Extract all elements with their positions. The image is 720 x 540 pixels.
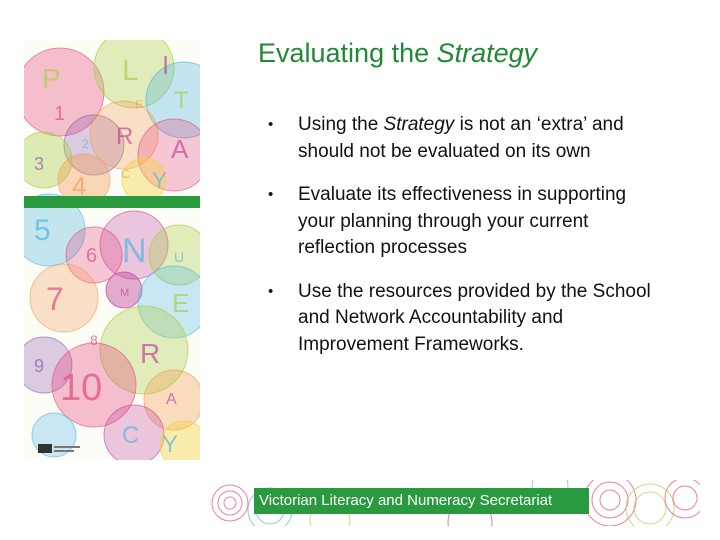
cover-letter: C	[121, 167, 130, 181]
cover-letter: T	[174, 87, 189, 114]
cover-letter: L	[122, 54, 139, 87]
cover-letter: Y	[152, 168, 167, 193]
cover-number: 2	[82, 137, 89, 151]
bullet-dot-icon: •	[268, 282, 274, 300]
cover-number: 1	[54, 103, 66, 125]
cover-letter: R	[116, 123, 134, 150]
footer-banner	[210, 480, 700, 526]
cover-number: 8	[90, 332, 98, 348]
bullet-item: • Evaluate its effectiveness in supporting your planning through your current reflection processes	[268, 184, 627, 258]
cover-number: 5	[34, 214, 51, 247]
cover-number: 7	[46, 281, 64, 317]
cover-letter: A	[171, 134, 189, 164]
slide-title: Evaluating the Strategy	[258, 38, 538, 68]
cover-letter: Y	[162, 431, 179, 458]
cover-letter: C	[122, 422, 140, 449]
cover-number: 3	[34, 154, 45, 174]
cover-letter: E	[172, 288, 190, 318]
govt-logo-icon	[38, 444, 52, 453]
strategy-cover-image	[24, 40, 200, 460]
cover-letter: E	[135, 99, 143, 111]
cover-number: 9	[34, 356, 45, 376]
cover-letter: U	[174, 249, 185, 265]
cover-number: 10	[60, 367, 103, 409]
bullet-item: • Use the resources provided by the School and Network Accountability and Improvement Frameworks.	[268, 280, 651, 355]
bullet-dot-icon: •	[268, 186, 274, 203]
cover-number: 4	[72, 171, 87, 201]
cover-band	[24, 196, 200, 208]
cover-number: 6	[86, 245, 98, 267]
cover-letter: A	[166, 391, 177, 408]
cover-letter: R	[140, 338, 161, 369]
bullet-list	[268, 112, 658, 375]
cover-letter: I	[162, 50, 170, 80]
bullet-dot-icon: •	[268, 116, 274, 133]
cover-letter: N	[122, 232, 147, 270]
secretariat-banner-label: Victorian Literacy and Numeracy Secretariat	[254, 488, 589, 514]
cover-letter: M	[120, 287, 130, 299]
bullet-item: • Using the Strategy is not an ‘extra’ and should not be evaluated on its own	[268, 114, 624, 162]
cover-letter: P	[42, 63, 61, 94]
